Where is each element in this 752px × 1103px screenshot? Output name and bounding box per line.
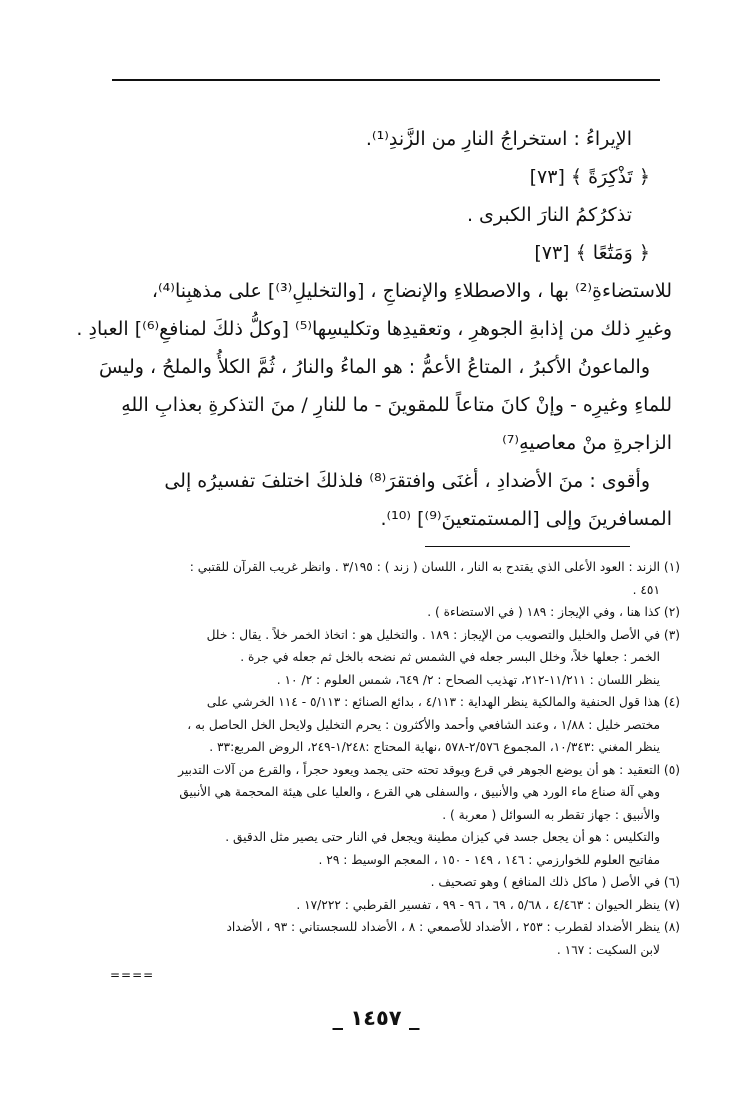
main-text [76, 120, 672, 538]
footnote-7: (٧) ينظر الحيوان : ٤/٤٦٣ ، ٥/٦٨ ، ٦٩ ، ٩٦ - ٩٩ ، تفسير القرطبي : ١٧/٢٢٢ . [296, 897, 680, 912]
footnote-3-cont: الخمر : جعلها خلاً، وخلل البسر جعله في الشمس ثم نضحه بالخل ثم جعله في جرة . [240, 650, 660, 664]
main-line-11: المسافرينَ وإلى [المستمتعينَ⁽⁹⁾] ⁽¹⁰⁾. [380, 508, 672, 530]
footnote-6: (٦) في الأصل ( ماكل ذلك المنافع ) وهو تصحيف . [430, 875, 680, 889]
footnote-5-takleis: والتكليس : هو أن يجعل جسد في كيزان مطينة ويجعل في النار حتى يصير مثل الدقيق . [225, 830, 660, 844]
footnote-8-cont: لابن السكيت : ١٦٧ . [556, 942, 660, 957]
quran-verse-mataa: ﴿ وَمَتَٰعًا ﴾ [٧٣] [534, 242, 650, 264]
tail-marks: ==== [110, 968, 155, 982]
main-line-1: الإيراءُ : استخراجُ النارِ من الزَّندِ⁽¹⁾. [365, 128, 632, 150]
main-line-6: وغيرِ ذلك من إذابةِ الجوهرِ ، وتعقيدِها وتكليسِها⁽⁵⁾ [وكلُّ ذلكَ لمنافعِ⁽⁶⁾] العبادِ . [76, 318, 672, 340]
footnote-separator [425, 546, 630, 547]
footnote-4-ref: ينظر المغني :١٠/٣٤٣، المجموع ٢/٥٧٦-٥٧٨ ،نهاية المحتاج :١/٢٤٨-٢٤٩، الروض المربع:٣٣ . [209, 740, 660, 754]
main-line-9: الزاجرةِ منْ معاصيهِ⁽⁷⁾ [502, 432, 672, 454]
footnote-2: (٢) كذا هنا ، وفي الإيجاز : ١٨٩ ( في الاستضاءة ) . [427, 605, 680, 619]
quran-verse-tadhkira: ﴿ تَذْكِرَةً ﴾ [٧٣] [529, 166, 650, 188]
main-line-5: للاستضاءةِ⁽²⁾ بها ، والاصطلاءِ والإنضاجِ ، [والتخليلِ⁽³⁾] على مذهبِنا⁽⁴⁾، [151, 280, 672, 302]
footnote-1: (١) الزند : العود الأعلى الذي يقتدح به النار ، اللسان ( زند ) : ٣/١٩٥ . وانظر غريب القرآن للقتبي : [189, 560, 680, 574]
footnote-1-cont: ٤٥١ . [632, 582, 660, 597]
main-line-8: للماءِ وغيرِه - وإنْ كانَ متاعاً للمقوينَ - ما للنارِ / منَ التذكرةِ بعذابِ اللهِ [121, 394, 672, 416]
footnote-4-cont: مختصر خليل : ١/٨٨ ، وعند الشافعي وأحمد والأكثرون : يحرم التخليل ولايحل الخل الحاصل به ، [187, 717, 660, 732]
header-rule [112, 79, 660, 81]
main-line-3: تذكرُكمُ النارَ الكبرى . [466, 204, 632, 226]
footnote-5: (٥) التعقيد : هو أن يوضع الجوهر في قرع ويوقد تحته حتى يجمد ويعود حجراً ، والقرع من آلات التدبير [178, 762, 680, 777]
footnote-3-ref: ينظر اللسان : ١١/٢١١-٢١٢، تهذيب الصحاح : ٢/ ٦٤٩، شمس العلوم : ٢/ ١٠ . [276, 672, 660, 687]
footnote-5-anbiq: والأنبيق : جهاز تقطر به السوائل ( معربة ) . [442, 807, 660, 822]
footnote-4: (٤) هذا قول الحنفية والمالكية ينظر الهداية : ٤/١١٣ ، بدائع الصنائع : ٥/١١٣ - ١١٤ الخرشي على [206, 695, 680, 709]
footnote-5-ref: مفاتيح العلوم للخوارزمي : ١٤٦ ، ١٤٩ - ١٥٠ ، المعجم الوسيط : ٢٩ . [318, 852, 660, 867]
main-line-7: والماعونُ الأكبرُ ، المتاعُ الأعمُّ : هو الماءُ والنارُ ، ثُمَّ الكلأُ والملحُ ، وليسَ [99, 356, 650, 378]
footnote-8: (٨) ينظر الأضداد لقطرب : ٢٥٣ ، الأضداد للأصمعي : ٨ ، الأضداد للسجستاني : ٩٣ ، الأضداد [226, 920, 680, 934]
main-line-10: وأقوى : منَ الأضدادِ ، أغنَى وافتقرَ⁽⁸⁾ فلذلكَ اختلفَ تفسيرُه إلى [164, 470, 650, 492]
footnote-5-cont: وهي آلة صناع ماء الورد هي والأنبيق ، والسفلى هي القرع ، والعليا على هيئة المحجمة هي الأنبيق [179, 785, 660, 799]
page-number: _ ١٤٥٧ _ [332, 1006, 420, 1030]
footnote-3: (٣) في الأصل والخليل والتصويب من الإيجاز : ١٨٩ . والتخليل هو : اتخاذ الخمر خلاً . يقال : خلل [206, 627, 680, 642]
footnotes [80, 556, 680, 961]
